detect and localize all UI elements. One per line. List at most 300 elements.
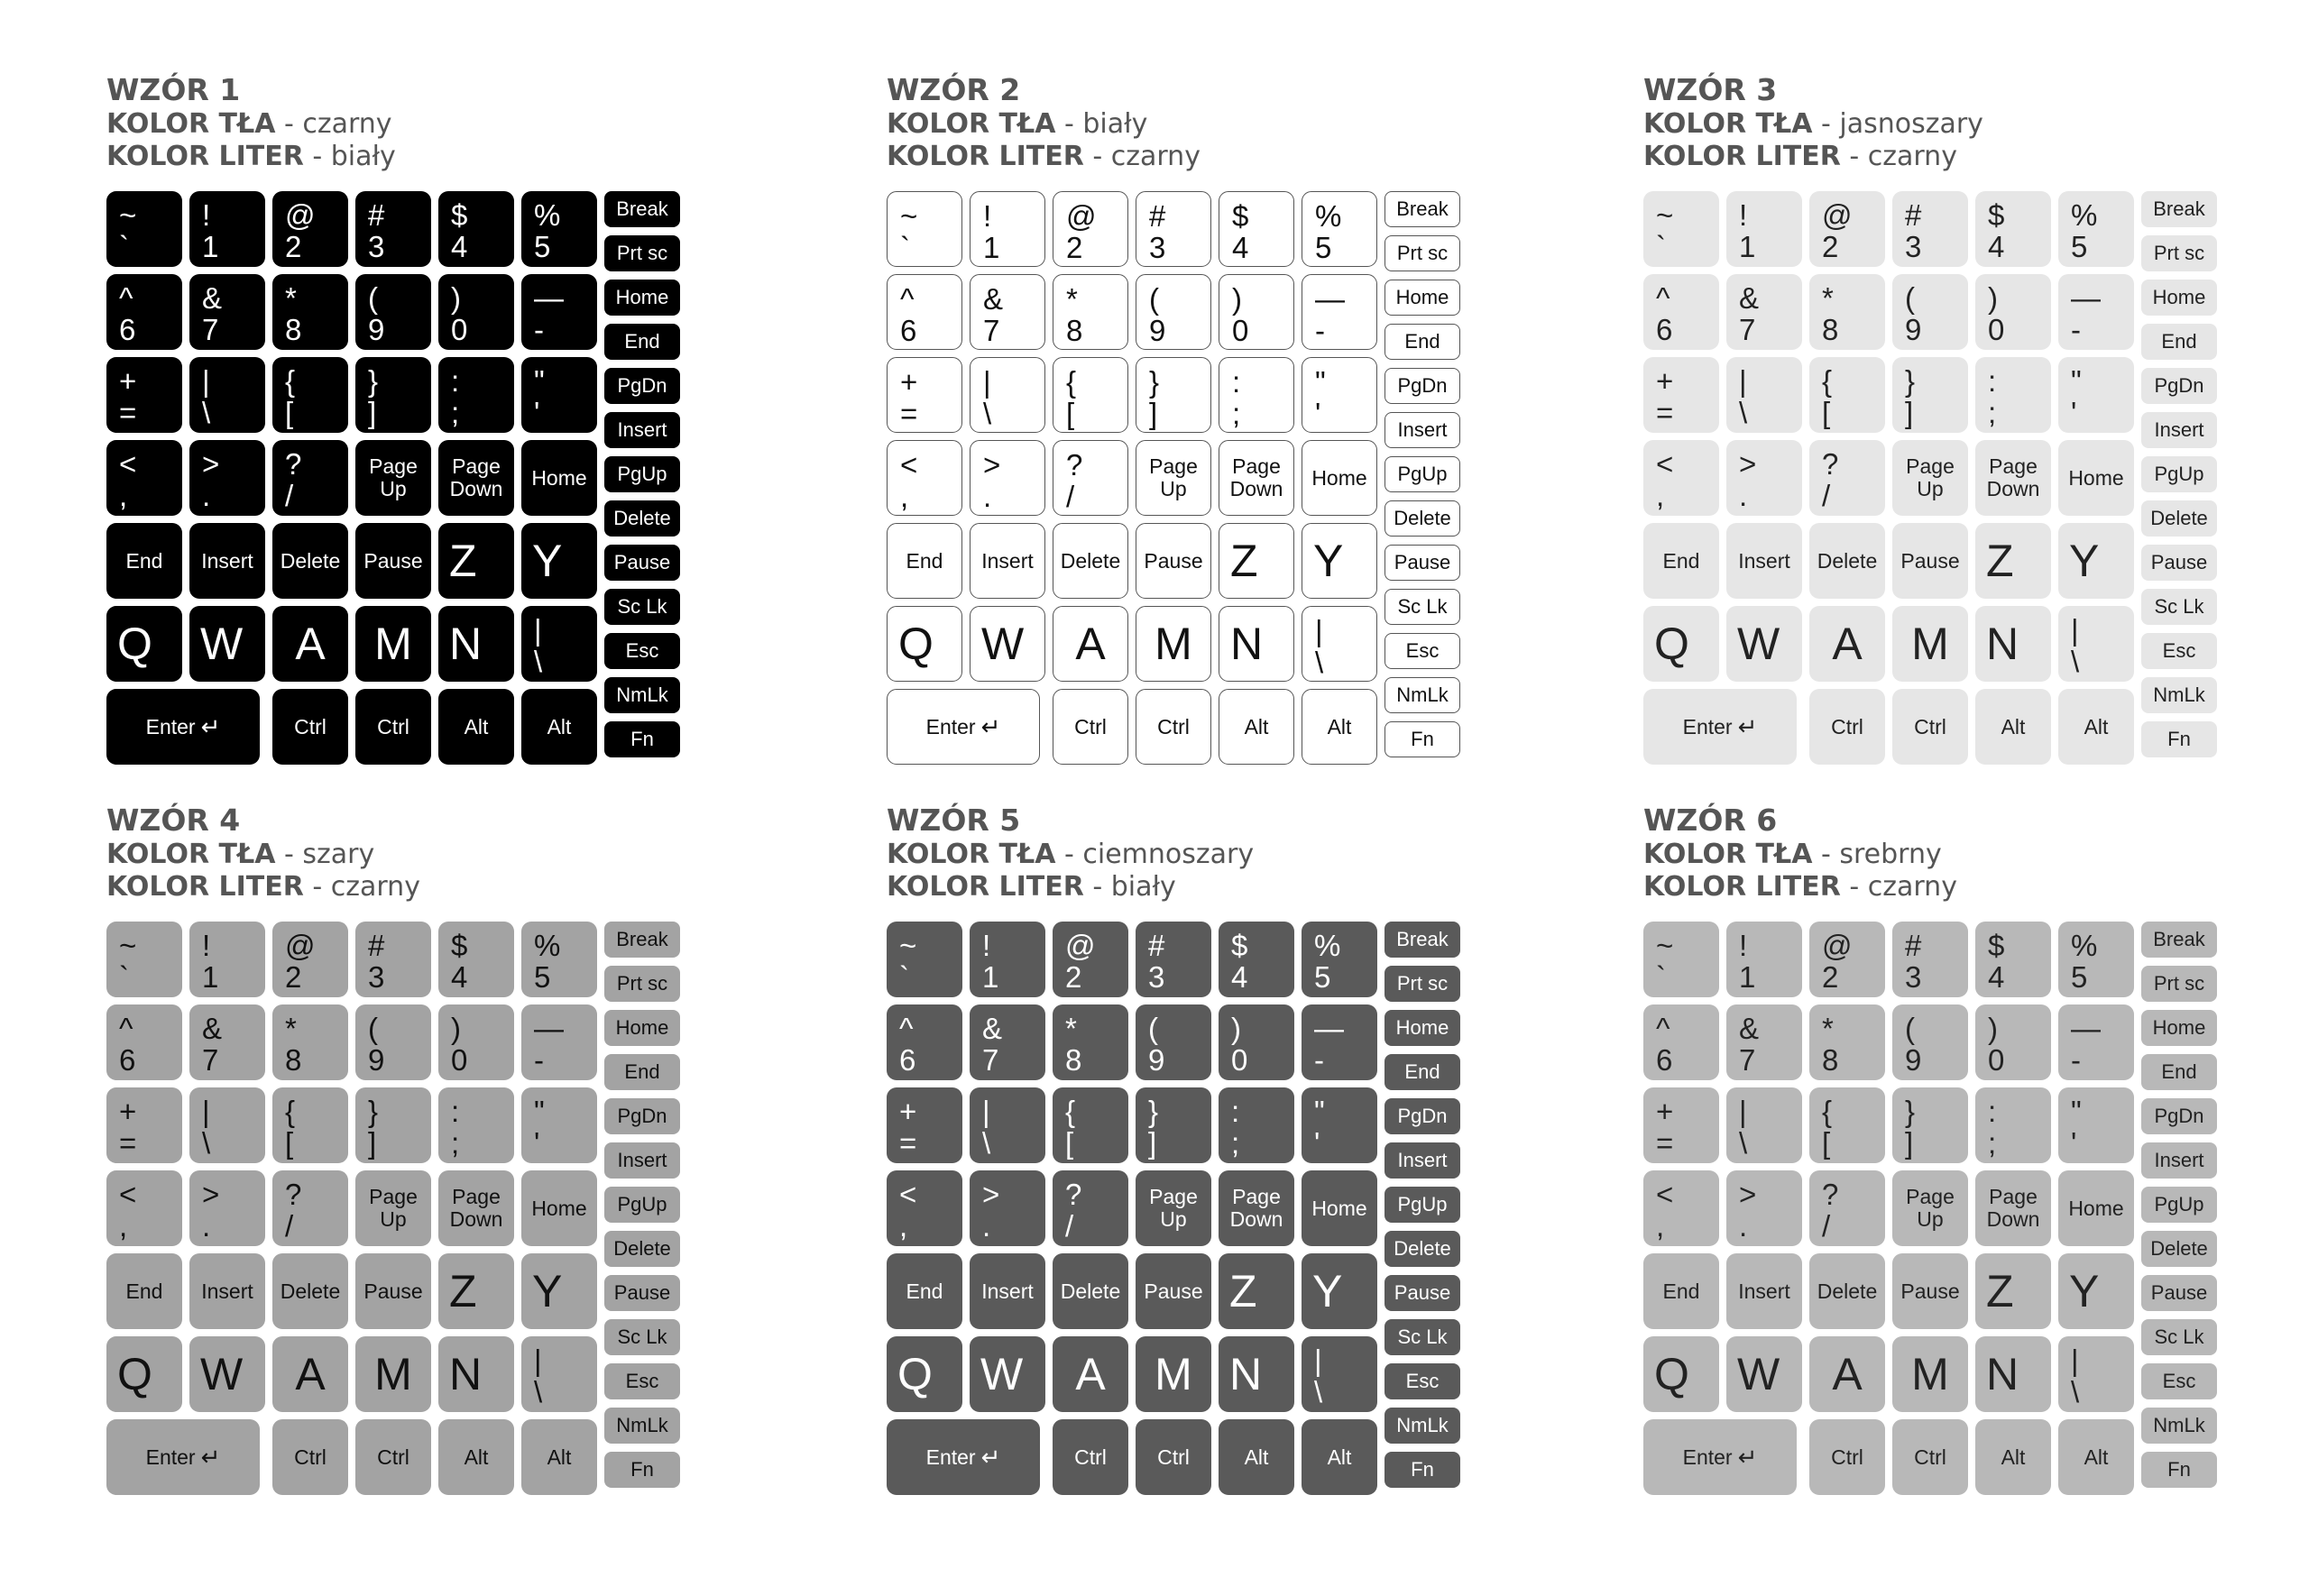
- text-color-line: [106, 141, 396, 173]
- separator: -: [1840, 141, 1868, 172]
- side-key-11: [1384, 677, 1460, 713]
- background-color-line: [1643, 108, 1983, 141]
- key-r6-4: [438, 606, 514, 682]
- key-upper-symbol: *: [1822, 1012, 1834, 1045]
- key-lower-symbol: -: [1314, 1043, 1324, 1077]
- key-label: Delete: [280, 548, 341, 573]
- key-upper-symbol: *: [285, 281, 297, 315]
- key-page-down: [438, 1170, 514, 1246]
- key-label: Ctrl: [1074, 714, 1107, 738]
- key-upper-symbol: :: [451, 364, 460, 398]
- key-lower-symbol: \: [1739, 396, 1748, 429]
- side-key-8: [2141, 545, 2217, 581]
- key-upper-symbol: +: [119, 1095, 137, 1128]
- key-upper-symbol: &: [983, 282, 1004, 316]
- key-lower-symbol: ;: [1231, 1126, 1240, 1160]
- key-upper-symbol: ): [451, 281, 461, 315]
- key-r5-2: [1053, 1253, 1128, 1329]
- key-r3-3: [1136, 357, 1211, 433]
- key-r3-2: [1053, 357, 1128, 433]
- key-lower-symbol: 9: [1905, 1043, 1922, 1077]
- key-letter: A: [1075, 1349, 1106, 1399]
- key-label-line: Page: [369, 454, 418, 478]
- key-lower-symbol: 1: [1739, 230, 1756, 263]
- key-label: Alt: [1327, 1445, 1352, 1469]
- key-label-line: Page: [1989, 1185, 2038, 1208]
- key-upper-symbol: *: [1065, 1012, 1077, 1045]
- key-lower-symbol: ]: [1905, 1126, 1914, 1160]
- keyboard-sticker-grid: [106, 922, 680, 1495]
- side-key-12: [2141, 1452, 2217, 1488]
- key-r3-5: [1302, 357, 1377, 433]
- key-upper-symbol: ?: [1822, 1178, 1839, 1211]
- key-r1-0: [1643, 922, 1719, 997]
- background-color-label: KOLOR TŁA: [1643, 839, 1813, 870]
- key-r1-1: [970, 191, 1045, 267]
- key-upper-symbol: !: [202, 929, 211, 962]
- key-r3-0: [887, 1087, 962, 1163]
- key-r3-4: [1219, 1087, 1294, 1163]
- key-upper-symbol: |: [202, 364, 210, 398]
- key-lower-symbol: 4: [1988, 230, 2005, 263]
- key-r1-0: [106, 191, 182, 267]
- pattern-title-line: [887, 804, 1254, 839]
- key-label: Delete: [1394, 507, 1451, 529]
- key-r5-2: [272, 1253, 348, 1329]
- key-r3-5: [2058, 357, 2134, 433]
- key-label: NmLk: [2153, 683, 2205, 706]
- key-r2-3: [355, 1004, 431, 1080]
- key-label: Delete: [2150, 507, 2208, 529]
- key-page-up: [1136, 1170, 1211, 1246]
- side-key-8: [1384, 1275, 1460, 1311]
- key-label: End: [906, 548, 943, 573]
- key-upper-symbol: >: [982, 1178, 1000, 1211]
- key-r5-2: [1809, 1253, 1885, 1329]
- key-r2-3: [355, 274, 431, 350]
- pattern-title: WZÓR 4: [106, 803, 241, 838]
- key-upper-symbol: +: [900, 365, 918, 399]
- key-r1-4: [1975, 922, 2051, 997]
- key-label: Ctrl: [294, 714, 327, 738]
- key-r7-1: [1892, 1419, 1968, 1495]
- key-z: [1219, 1253, 1294, 1329]
- key-home: [521, 1170, 597, 1246]
- key-upper-symbol: }: [1149, 365, 1160, 399]
- key-lower-symbol: [: [1065, 1126, 1074, 1160]
- key-r1-1: [970, 922, 1045, 997]
- key-upper-symbol: ": [534, 364, 545, 398]
- key-r6-2: [272, 606, 348, 682]
- key-lower-symbol: 1: [982, 960, 999, 994]
- key-upper-symbol: ?: [1066, 448, 1083, 482]
- key-lower-symbol: [: [1822, 396, 1831, 429]
- key-upper-symbol: @: [1065, 929, 1096, 962]
- key-enter: [1643, 689, 1797, 765]
- key-r7-3: [1302, 689, 1377, 765]
- key-label: Insert: [617, 418, 667, 441]
- key-r2-2: [272, 1004, 348, 1080]
- key-r4-1: [189, 1170, 265, 1246]
- key-label-line: Page: [1232, 454, 1281, 478]
- key-lower-symbol: 9: [1148, 1043, 1165, 1077]
- key-upper-symbol: %: [534, 198, 561, 232]
- key-label: Enter: [925, 1445, 976, 1469]
- key-r3-4: [1975, 1087, 2051, 1163]
- key-r2-0: [106, 1004, 182, 1080]
- key-r6-1: [1726, 1336, 1802, 1412]
- key-upper-symbol: &: [202, 281, 223, 315]
- key-upper-symbol: {: [1066, 365, 1077, 399]
- key-letter: A: [1832, 1349, 1863, 1399]
- key-label-line: Down: [1229, 477, 1283, 500]
- side-key-12: [604, 721, 680, 757]
- key-lower-symbol: \: [1314, 1375, 1323, 1408]
- key-upper-symbol: ^: [1656, 281, 1670, 315]
- key-r3-1: [189, 357, 265, 433]
- key-r7-0: [272, 689, 348, 765]
- key-label-line: Page: [452, 454, 501, 478]
- key-letter: W: [1737, 619, 1780, 669]
- key-r2-3: [1892, 1004, 1968, 1080]
- key-upper-symbol: (: [1149, 282, 1159, 316]
- side-key-3: [604, 324, 680, 360]
- key-upper-symbol: ": [1315, 365, 1326, 399]
- key-label: Pause: [1144, 1279, 1203, 1303]
- key-lower-symbol: `: [900, 231, 910, 264]
- key-r1-3: [1136, 922, 1211, 997]
- separator: -: [1840, 871, 1868, 903]
- key-r3-2: [1053, 1087, 1128, 1163]
- key-letter: A: [295, 1349, 326, 1399]
- key-label: PgUp: [617, 1193, 667, 1215]
- key-letter: W: [200, 1349, 244, 1399]
- key-label: Fn: [630, 728, 654, 750]
- side-key-6: [604, 1187, 680, 1223]
- side-key-9: [604, 1319, 680, 1355]
- key-letter: Z: [1986, 1266, 2014, 1316]
- key-lower-symbol: 3: [1148, 960, 1165, 994]
- key-r7-1: [1892, 689, 1968, 765]
- key-label: Pause: [363, 1279, 423, 1303]
- key-r2-4: [438, 1004, 514, 1080]
- key-letter: N: [1230, 619, 1264, 669]
- key-label: Prt sc: [2153, 972, 2205, 995]
- key-label: Pause: [1900, 548, 1960, 573]
- key-label: Insert: [981, 1279, 1034, 1303]
- key-lower-symbol: =: [1656, 396, 1674, 429]
- key-label-line: Page: [1906, 1185, 1955, 1208]
- key-label-line: Page: [1149, 1185, 1198, 1208]
- key-letter: W: [981, 619, 1025, 669]
- key-lower-symbol: ]: [1905, 396, 1914, 429]
- key-lower-symbol: .: [202, 1209, 211, 1243]
- keyboard-sticker-grid: [1643, 922, 2217, 1495]
- key-lower-symbol: 5: [1315, 231, 1332, 264]
- key-letter: M: [1911, 619, 1949, 669]
- key-label: Home: [1395, 1016, 1449, 1039]
- side-key-0: [1384, 922, 1460, 958]
- key-upper-symbol: %: [1314, 929, 1341, 962]
- key-label: Pause: [613, 551, 671, 573]
- key-r5-3: [355, 1253, 431, 1329]
- key-r6-3: [355, 1336, 431, 1412]
- background-color-value: ciemnoszary: [1082, 839, 1255, 870]
- side-key-7: [1384, 500, 1460, 537]
- key-upper-symbol: :: [1231, 1095, 1240, 1128]
- key-label: Prt sc: [616, 972, 668, 995]
- key-upper-symbol: |: [1739, 1095, 1747, 1128]
- text-color-value: czarny: [330, 871, 420, 903]
- key-lower-symbol: 2: [1822, 960, 1839, 994]
- key-r1-3: [355, 191, 431, 267]
- key-r2-4: [1219, 274, 1294, 350]
- side-key-4: [1384, 368, 1460, 404]
- key-lower-symbol: 0: [1231, 1043, 1248, 1077]
- side-key-4: [2141, 368, 2217, 404]
- key-r1-4: [1219, 191, 1294, 267]
- key-upper-symbol: (: [368, 1012, 378, 1045]
- key-upper-symbol: |: [2071, 1344, 2079, 1377]
- key-upper-symbol: ^: [119, 1012, 133, 1045]
- key-upper-symbol: |: [1739, 364, 1747, 398]
- separator: -: [275, 108, 303, 140]
- key-upper-symbol: ^: [1656, 1012, 1670, 1045]
- key-r6-2: [1809, 1336, 1885, 1412]
- key-r7-1: [355, 689, 431, 765]
- key-upper-symbol: #: [1148, 929, 1165, 962]
- key-upper-symbol: ~: [1656, 198, 1674, 232]
- key-label: Delete: [613, 1237, 671, 1260]
- key-r1-3: [1892, 922, 1968, 997]
- key-r6-1: [1726, 606, 1802, 682]
- key-r6-0: [1643, 606, 1719, 682]
- key-r1-2: [272, 191, 348, 267]
- key-lower-symbol: 7: [982, 1043, 999, 1077]
- key-label: Pause: [2150, 551, 2208, 573]
- key-upper-symbol: &: [202, 1012, 223, 1045]
- key-pipe: [1302, 1336, 1377, 1412]
- background-color-line: [887, 839, 1254, 871]
- key-upper-symbol: ): [451, 1012, 461, 1045]
- key-r1-2: [1053, 922, 1128, 997]
- key-upper-symbol: ?: [285, 447, 302, 481]
- key-upper-symbol: |: [982, 1095, 990, 1128]
- key-r6-4: [1219, 606, 1294, 682]
- side-key-7: [2141, 1231, 2217, 1267]
- key-label: Pause: [1144, 548, 1203, 573]
- key-label: Insert: [1397, 418, 1448, 441]
- pattern-title-line: [887, 74, 1200, 108]
- key-lower-symbol: [: [1066, 397, 1075, 430]
- key-upper-symbol: (: [1905, 1012, 1915, 1045]
- key-label: Break: [1396, 197, 1449, 220]
- key-letter: Y: [1312, 1266, 1343, 1316]
- key-letter: Z: [449, 536, 477, 586]
- key-lower-symbol: 7: [1739, 1043, 1756, 1077]
- side-key-3: [1384, 1054, 1460, 1090]
- key-enter: [106, 689, 260, 765]
- key-r4-0: [1643, 1170, 1719, 1246]
- key-upper-symbol: @: [285, 929, 316, 962]
- side-key-4: [604, 1098, 680, 1134]
- key-r3-5: [2058, 1087, 2134, 1163]
- key-upper-symbol: !: [1739, 929, 1748, 962]
- key-label: PgUp: [1397, 463, 1448, 485]
- key-page-up: [1136, 440, 1211, 516]
- side-key-12: [1384, 1452, 1460, 1488]
- text-color-line: [1643, 871, 1957, 903]
- key-label: Sc Lk: [2154, 595, 2204, 618]
- key-lower-symbol: .: [1739, 1209, 1748, 1243]
- key-label: Prt sc: [1396, 242, 1449, 264]
- key-r4-1: [189, 440, 265, 516]
- key-upper-symbol: ~: [119, 198, 137, 232]
- side-key-2: [1384, 280, 1460, 316]
- side-key-2: [1384, 1010, 1460, 1046]
- key-label: End: [624, 1060, 660, 1083]
- key-r2-5: [1302, 274, 1377, 350]
- side-key-5: [1384, 1142, 1460, 1179]
- pattern-title: WZÓR 2: [887, 72, 1021, 107]
- key-lower-symbol: 7: [1739, 313, 1756, 346]
- key-letter: Y: [1313, 536, 1344, 586]
- side-key-3: [1384, 324, 1460, 360]
- key-letter: W: [200, 619, 244, 669]
- key-r7-3: [2058, 1419, 2134, 1495]
- key-r5-2: [1053, 523, 1128, 599]
- key-upper-symbol: >: [202, 1178, 220, 1211]
- key-lower-symbol: =: [119, 1126, 137, 1160]
- side-key-5: [604, 1142, 680, 1179]
- key-label: End: [1662, 1279, 1700, 1303]
- key-r6-0: [1643, 1336, 1719, 1412]
- key-r3-5: [521, 1087, 597, 1163]
- key-lower-symbol: -: [534, 313, 544, 346]
- key-r5-2: [272, 523, 348, 599]
- key-upper-symbol: —: [534, 281, 564, 315]
- key-letter: Z: [1230, 536, 1258, 586]
- key-upper-symbol: (: [1905, 281, 1915, 315]
- key-r1-1: [189, 191, 265, 267]
- key-label: [1230, 455, 1283, 500]
- key-label: Ctrl: [294, 1445, 327, 1469]
- key-label: PgDn: [617, 1105, 667, 1127]
- key-lower-symbol: 6: [119, 1043, 136, 1077]
- key-r4-1: [970, 1170, 1045, 1246]
- key-upper-symbol: :: [1988, 364, 1997, 398]
- key-y: [2058, 523, 2134, 599]
- side-key-4: [1384, 1098, 1460, 1134]
- key-r1-5: [2058, 191, 2134, 267]
- key-upper-symbol: #: [1905, 198, 1922, 232]
- key-home: [521, 440, 597, 516]
- key-upper-symbol: @: [1066, 199, 1097, 233]
- key-label-line: Up: [380, 477, 407, 500]
- key-label: [1987, 455, 2040, 500]
- key-upper-symbol: $: [1231, 929, 1248, 962]
- key-label: PgUp: [2154, 463, 2204, 485]
- side-key-11: [604, 677, 680, 713]
- key-r2-5: [521, 1004, 597, 1080]
- key-r7-2: [438, 1419, 514, 1495]
- key-upper-symbol: >: [1739, 447, 1757, 481]
- text-color-value: biały: [1110, 871, 1176, 903]
- key-lower-symbol: ,: [119, 1209, 128, 1243]
- key-letter: Q: [897, 1349, 933, 1399]
- key-r4-1: [1726, 440, 1802, 516]
- key-z: [438, 1253, 514, 1329]
- background-color-value: szary: [302, 839, 375, 870]
- key-upper-symbol: *: [285, 1012, 297, 1045]
- key-r6-4: [1219, 1336, 1294, 1412]
- key-r2-5: [2058, 1004, 2134, 1080]
- side-key-11: [2141, 677, 2217, 713]
- key-lower-symbol: /: [1822, 479, 1831, 512]
- key-r2-0: [887, 274, 962, 350]
- key-r7-1: [1136, 1419, 1211, 1495]
- key-r1-4: [1975, 191, 2051, 267]
- key-label: Alt: [547, 714, 572, 738]
- side-key-5: [2141, 1142, 2217, 1179]
- key-r6-4: [1975, 606, 2051, 682]
- key-upper-symbol: ): [1231, 1012, 1241, 1045]
- key-label-line: Up: [1160, 1207, 1187, 1231]
- key-r4-2: [1809, 440, 1885, 516]
- key-upper-symbol: #: [368, 929, 385, 962]
- key-r4-0: [887, 1170, 962, 1246]
- key-lower-symbol: /: [1065, 1209, 1074, 1243]
- key-y: [1302, 1253, 1377, 1329]
- key-upper-symbol: <: [1656, 1178, 1674, 1211]
- key-lower-symbol: 0: [1988, 313, 2005, 346]
- key-r3-5: [1302, 1087, 1377, 1163]
- key-upper-symbol: ): [1232, 282, 1242, 316]
- key-r5-1: [1726, 523, 1802, 599]
- pattern-title: WZÓR 6: [1643, 803, 1778, 838]
- key-label-line: Down: [1229, 1207, 1283, 1231]
- key-r4-0: [887, 440, 962, 516]
- pattern-title-line: [1643, 74, 1983, 108]
- key-lower-symbol: ': [534, 1126, 540, 1160]
- text-color-value: czarny: [1867, 871, 1957, 903]
- key-r6-3: [355, 606, 431, 682]
- key-r3-0: [106, 1087, 182, 1163]
- side-key-1: [1384, 966, 1460, 1002]
- key-r6-3: [1136, 606, 1211, 682]
- side-key-8: [604, 545, 680, 581]
- key-upper-symbol: @: [1822, 198, 1853, 232]
- key-label: Alt: [2001, 1445, 2026, 1469]
- key-r4-0: [106, 1170, 182, 1246]
- key-label-line: Page: [1906, 454, 1955, 478]
- key-r7-2: [1975, 1419, 2051, 1495]
- key-label-line: Page: [1989, 454, 2038, 478]
- key-upper-symbol: +: [1656, 364, 1674, 398]
- key-r1-0: [887, 191, 962, 267]
- background-color-value: jasnoszary: [1839, 108, 1983, 140]
- key-label: Esc: [2162, 1370, 2196, 1392]
- separator: -: [1812, 839, 1840, 870]
- key-r5-0: [1643, 523, 1719, 599]
- side-key-5: [1384, 412, 1460, 448]
- background-color-value: biały: [1082, 108, 1148, 140]
- key-upper-symbol: ": [2071, 1095, 2082, 1128]
- key-label: [450, 455, 503, 500]
- side-key-7: [604, 500, 680, 537]
- key-upper-symbol: |: [1315, 614, 1323, 647]
- text-color-line: [106, 871, 420, 903]
